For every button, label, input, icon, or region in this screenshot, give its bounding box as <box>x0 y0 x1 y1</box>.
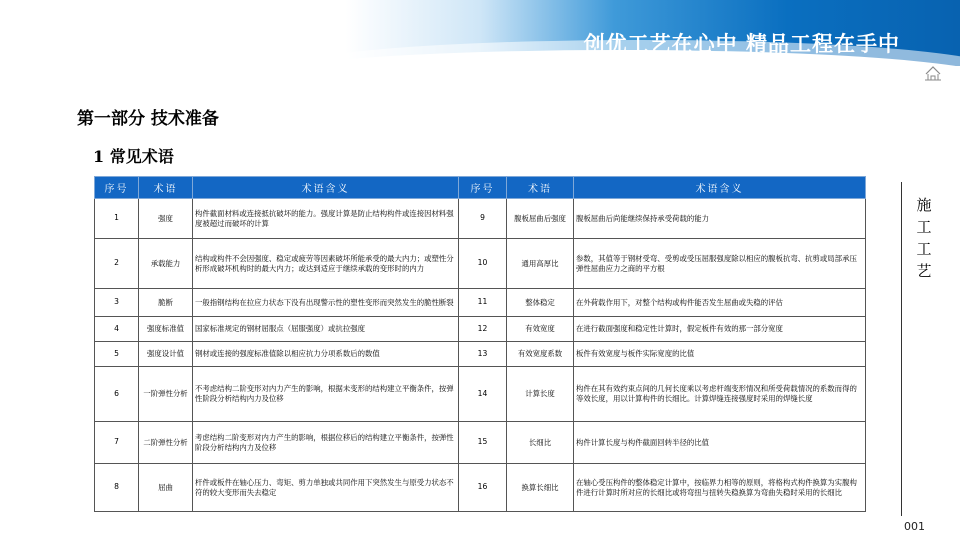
table-row <box>95 422 866 464</box>
row-number: 1 <box>95 199 139 239</box>
term-cell: 腹板屈曲后强度 <box>507 199 574 239</box>
definition-cell: 在进行截面强度和稳定性计算时，假定板件有效的那一部分宽度 <box>574 317 866 342</box>
side-label-char: 工 <box>916 218 932 236</box>
definition-cell: 不考虑结构二阶变形对内力产生的影响，根据未变形的结构建立平衡条件，按弹性阶段分析结构内力及位移 <box>193 367 459 422</box>
term-cell: 有效宽度系数 <box>507 342 574 367</box>
header-banner <box>0 0 960 66</box>
row-number: 12 <box>459 317 507 342</box>
definition-cell: 一般指钢结构在拉应力状态下没有出现警示性的塑性变形而突然发生的脆性断裂 <box>193 289 459 317</box>
building-logo-icon <box>924 64 942 82</box>
definition-cell: 构件截面材料或连接抵抗破坏的能力。强度计算是防止结构构件或连接因材料强度被超过而破坏的计算 <box>193 199 459 239</box>
table-row <box>95 289 866 317</box>
term-cell: 脆断 <box>139 289 193 317</box>
definition-cell: 杆件或板件在轴心压力、弯矩、剪力单独或共同作用下突然发生与原受力状态不符的较大变形而失去稳定 <box>193 464 459 512</box>
table-row <box>95 239 866 289</box>
header-definition-left: 术语含义 <box>193 177 459 199</box>
definition-cell: 板件有效宽度与板件实际宽度的比值 <box>574 342 866 367</box>
page-number: 001 <box>904 520 925 533</box>
header-term-left: 术语 <box>139 177 193 199</box>
row-number: 13 <box>459 342 507 367</box>
row-number: 9 <box>459 199 507 239</box>
row-number: 14 <box>459 367 507 422</box>
term-cell: 通用高厚比 <box>507 239 574 289</box>
side-label-char: 施 <box>916 196 932 214</box>
row-number: 11 <box>459 289 507 317</box>
row-number: 7 <box>95 422 139 464</box>
term-cell: 二阶弹性分析 <box>139 422 193 464</box>
definition-cell: 考虑结构二阶变形对内力产生的影响，根据位移后的结构建立平衡条件，按弹性阶段分析结构内力及位移 <box>193 422 459 464</box>
header-slogan: 创优工艺在心中 精品工程在手中 <box>583 32 900 56</box>
header-term-right: 术语 <box>507 177 574 199</box>
header-no-right: 序号 <box>459 177 507 199</box>
row-number: 10 <box>459 239 507 289</box>
definition-cell: 国家标准规定的钢材屈服点（屈服强度）或抗拉强度 <box>193 317 459 342</box>
term-cell: 强度标准值 <box>139 317 193 342</box>
side-label-char: 工 <box>916 240 932 258</box>
row-number: 8 <box>95 464 139 512</box>
term-cell: 长细比 <box>507 422 574 464</box>
row-number: 15 <box>459 422 507 464</box>
row-number: 5 <box>95 342 139 367</box>
table-row <box>95 367 866 422</box>
section-title: 第一部分 技术准备 <box>77 109 219 129</box>
definition-cell: 在外荷载作用下，对整个结构或构件能否发生屈曲或失稳的评估 <box>574 289 866 317</box>
table-header-row <box>95 177 866 199</box>
header-no-left: 序号 <box>95 177 139 199</box>
term-cell: 换算长细比 <box>507 464 574 512</box>
header-definition-right: 术语含义 <box>574 177 866 199</box>
table-row <box>95 317 866 342</box>
table-row <box>95 199 866 239</box>
term-cell: 有效宽度 <box>507 317 574 342</box>
row-number: 16 <box>459 464 507 512</box>
definition-cell: 结构或构件不会因强度、稳定或疲劳等因素破坏所能承受的最大内力；或塑性分析形成破坏机构时的最大内力；或达到适应于继续承载的变形时的内力 <box>193 239 459 289</box>
right-divider <box>901 182 902 516</box>
table-row <box>95 464 866 512</box>
row-number: 2 <box>95 239 139 289</box>
terms-table <box>94 176 866 512</box>
term-cell: 承载能力 <box>139 239 193 289</box>
definition-cell: 钢材或连接的强度标准值除以相应抗力分项系数后的数值 <box>193 342 459 367</box>
side-label <box>912 194 936 282</box>
side-label-char: 艺 <box>916 262 932 280</box>
term-cell: 强度设计值 <box>139 342 193 367</box>
row-number: 6 <box>95 367 139 422</box>
definition-cell: 构件计算长度与构件截面回转半径的比值 <box>574 422 866 464</box>
definition-cell: 构件在其有效约束点间的几何长度乘以考虑杆端变形情况和所受荷载情况的系数而得的等效长度，用以计算构件的长细比。计算焊缝连接强度时采用的焊缝长度 <box>574 367 866 422</box>
definition-cell: 在轴心受压构件的整体稳定计算中，按临界力相等的原则，将格构式构件换算为实腹构件进行计算时所对应的长细比或将弯扭与扭转失稳换算为弯曲失稳时采用的长细比 <box>574 464 866 512</box>
subsection-title: 1 常见术语 <box>93 147 174 166</box>
term-cell: 整体稳定 <box>507 289 574 317</box>
definition-cell: 参数，其值等于钢材受弯、受剪或受压屈服强度除以相应的腹板抗弯、抗剪或局部承压弹性屈曲应力之商的平方根 <box>574 239 866 289</box>
definition-cell: 腹板屈曲后尚能继续保持承受荷载的能力 <box>574 199 866 239</box>
term-cell: 计算长度 <box>507 367 574 422</box>
term-cell: 一阶弹性分析 <box>139 367 193 422</box>
term-cell: 强度 <box>139 199 193 239</box>
table-row <box>95 342 866 367</box>
row-number: 3 <box>95 289 139 317</box>
term-cell: 屈曲 <box>139 464 193 512</box>
row-number: 4 <box>95 317 139 342</box>
